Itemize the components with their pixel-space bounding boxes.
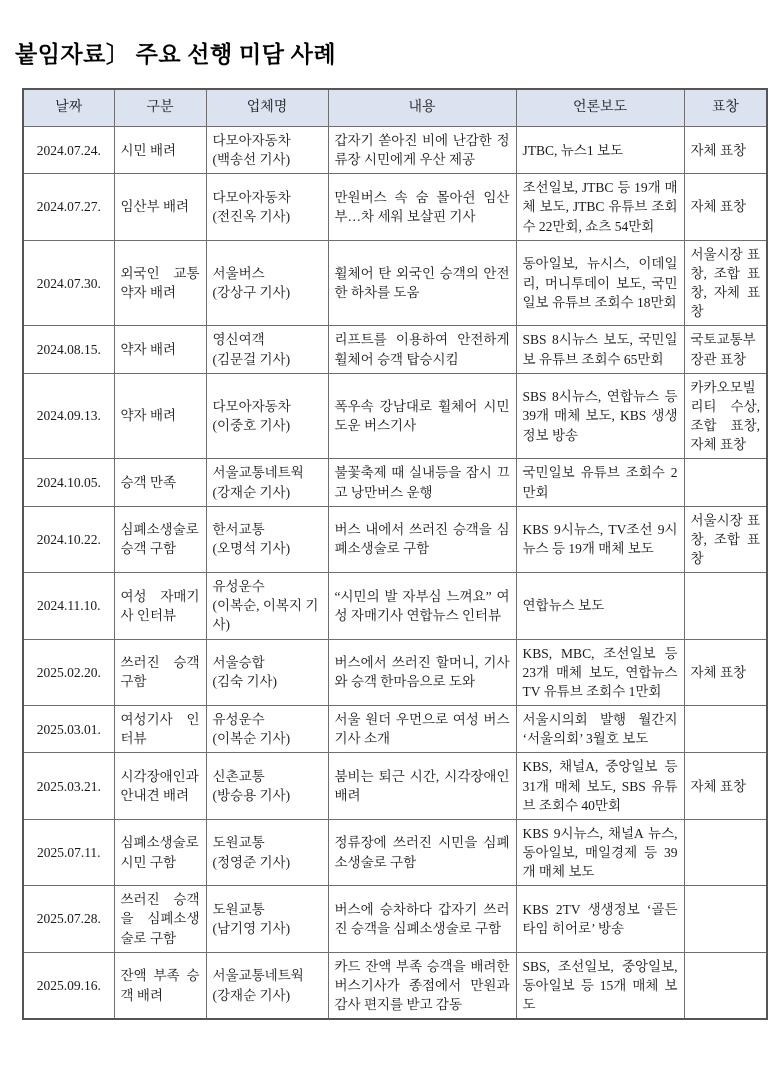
cell-date: 2024.10.22.	[23, 506, 114, 572]
cell-date: 2025.09.16.	[23, 952, 114, 1019]
driver-name: (정영준 기사)	[212, 854, 291, 870]
cell-company	[206, 753, 328, 819]
good-deed-cases-table	[22, 88, 768, 1020]
cell-award: 국토교통부 장관 표창	[684, 326, 767, 373]
cell-category: 여성 자매기사 인터뷰	[114, 573, 206, 639]
company-name: 서울승합	[212, 655, 265, 671]
cell-content: 버스에서 쓰러진 할머니, 기사와 승객 한마음으로 도와	[328, 639, 516, 705]
company-name: 서울교통네트웍	[212, 968, 304, 984]
cell-date: 2024.11.10.	[23, 573, 114, 639]
header-date: 날짜	[23, 89, 114, 127]
header-category: 구분	[114, 89, 206, 127]
cell-media: KBS 9시뉴스, 채널A 뉴스, 동아일보, 매일경제 등 39개 매체 보도	[516, 819, 684, 885]
company-name: 서울교통네트웍	[212, 465, 304, 481]
cell-media: 서울시의회 발행 월간지 ‘서울의회’ 3월호 보도	[516, 706, 684, 753]
driver-name: (이복순, 이복지 기사)	[212, 598, 319, 633]
cell-category: 약자 배려	[114, 373, 206, 459]
table-header	[23, 89, 767, 127]
cell-award: 카카오모빌리티 수상, 조합 표창, 자체 표창	[684, 373, 767, 459]
table-row	[23, 240, 767, 326]
header-row	[23, 89, 767, 127]
cell-award	[684, 886, 767, 952]
cell-media: SBS 8시뉴스, 연합뉴스 등 39개 매체 보도, KBS 생생정보 방송	[516, 373, 684, 459]
driver-name: (전진옥 기사)	[212, 209, 291, 225]
table-body	[23, 127, 767, 1020]
header-content: 내용	[328, 89, 516, 127]
driver-name: (이중호 기사)	[212, 418, 291, 434]
cell-media: SBS 8시뉴스 보도, 국민일보 유튜브 조회수 65만회	[516, 326, 684, 373]
driver-name: (김숙 기사)	[212, 674, 278, 690]
cell-date: 2024.10.05.	[23, 459, 114, 506]
table-row	[23, 706, 767, 753]
cell-date: 2024.07.27.	[23, 174, 114, 240]
cell-content: 갑자기 쏟아진 비에 난감한 정류장 시민에게 우산 제공	[328, 127, 516, 174]
table-row	[23, 506, 767, 572]
cell-content: 서울 원더 우먼으로 여성 버스기사 소개	[328, 706, 516, 753]
cell-category: 여성기사 인터뷰	[114, 706, 206, 753]
cell-date: 2024.08.15.	[23, 326, 114, 373]
table-row	[23, 886, 767, 952]
cell-award	[684, 952, 767, 1019]
cell-company	[206, 240, 328, 326]
table-row	[23, 819, 767, 885]
cell-award	[684, 573, 767, 639]
cell-media: JTBC, 뉴스1 보도	[516, 127, 684, 174]
cell-company	[206, 326, 328, 373]
cell-date: 2025.03.21.	[23, 753, 114, 819]
cell-content: 불꽃축제 때 실내등을 잠시 끄고 낭만버스 운행	[328, 459, 516, 506]
cell-media: KBS, MBC, 조선일보 등 23개 매체 보도, 연합뉴스TV 유튜브 조회수 1만회	[516, 639, 684, 705]
company-name: 다모아자동차	[212, 398, 291, 414]
cell-content: 폭우속 강남대로 휠체어 시민 도운 버스기사	[328, 373, 516, 459]
cell-category: 약자 배려	[114, 326, 206, 373]
cell-date: 2025.07.11.	[23, 819, 114, 885]
cell-media: SBS, 조선일보, 중앙일보, 동아일보 등 15개 매체 보도	[516, 952, 684, 1019]
header-company: 업체명	[206, 89, 328, 127]
cell-category: 심폐소생술로 시민 구함	[114, 819, 206, 885]
cell-content: 정류장에 쓰러진 시민을 심폐소생술로 구함	[328, 819, 516, 885]
page-title: 붙임자료〕 주요 선행 미담 사례	[15, 42, 337, 67]
driver-name: (남기영 기사)	[212, 921, 291, 937]
cell-category: 심폐소생술로 승객 구함	[114, 506, 206, 572]
table-row	[23, 326, 767, 373]
cell-category: 쓰러진 승객 구함	[114, 639, 206, 705]
cell-category: 잔액 부족 승객 배려	[114, 952, 206, 1019]
cell-company	[206, 573, 328, 639]
company-name: 서울버스	[212, 265, 265, 281]
header-award: 표창	[684, 89, 767, 127]
cell-media: 동아일보, 뉴시스, 이데일리, 머니투데이 보도, 국민일보 유튜브 조회수 18만회	[516, 240, 684, 326]
cell-content: 버스 내에서 쓰러진 승객을 심폐소생술로 구함	[328, 506, 516, 572]
cell-date: 2025.02.20.	[23, 639, 114, 705]
cell-content: “시민의 발 자부심 느껴요” 여성 자매기사 연합뉴스 인터뷰	[328, 573, 516, 639]
table-row	[23, 174, 767, 240]
cell-media: KBS 9시뉴스, TV조선 9시뉴스 등 19개 매체 보도	[516, 506, 684, 572]
cell-award: 자체 표창	[684, 174, 767, 240]
cell-media: 조선일보, JTBC 등 19개 매체 보도, JTBC 유튜브 조회수 22만회, 쇼츠 54만회	[516, 174, 684, 240]
cell-company	[206, 639, 328, 705]
driver-name: (방승용 기사)	[212, 788, 291, 804]
company-name: 영신여객	[212, 332, 265, 348]
driver-name: (강재순 기사)	[212, 484, 291, 500]
cell-content: 버스에 승차하다 갑자기 쓰러진 승객을 심폐소생술로 구함	[328, 886, 516, 952]
table-row	[23, 459, 767, 506]
table-row	[23, 952, 767, 1019]
cell-content: 휠체어 탄 외국인 승객의 안전한 하차를 도움	[328, 240, 516, 326]
cell-date: 2025.03.01.	[23, 706, 114, 753]
cell-company	[206, 886, 328, 952]
company-name: 다모아자동차	[212, 189, 291, 205]
header-media: 언론보도	[516, 89, 684, 127]
cell-award: 자체 표창	[684, 753, 767, 819]
company-name: 한서교통	[212, 522, 265, 538]
cell-award	[684, 706, 767, 753]
cell-award: 서울시장 표창, 조합 표창, 자체 표창	[684, 240, 767, 326]
cell-date: 2024.09.13.	[23, 373, 114, 459]
table-row	[23, 753, 767, 819]
cell-content: 카드 잔액 부족 승객을 배려한 버스기사가 종점에서 만원과 감사 편지를 받고 감동	[328, 952, 516, 1019]
cell-media: 연합뉴스 보도	[516, 573, 684, 639]
cell-date: 2024.07.24.	[23, 127, 114, 174]
table-row	[23, 373, 767, 459]
company-name: 도원교통	[212, 835, 265, 851]
cell-company	[206, 952, 328, 1019]
cell-category: 시각장애인과 안내견 배려	[114, 753, 206, 819]
cell-media: KBS 2TV 생생정보 ‘골든타임 히어로’ 방송	[516, 886, 684, 952]
driver-name: (강상구 기사)	[212, 285, 291, 301]
company-name: 유성운수	[212, 712, 265, 728]
cell-company	[206, 819, 328, 885]
driver-name: (이복순 기사)	[212, 731, 291, 747]
cell-category: 쓰러진 승객을 심폐소생술로 구함	[114, 886, 206, 952]
cell-company	[206, 373, 328, 459]
cell-category: 승객 만족	[114, 459, 206, 506]
cell-award: 자체 표창	[684, 639, 767, 705]
cell-category: 외국인 교통 약자 배려	[114, 240, 206, 326]
cell-media: KBS, 채널A, 중앙일보 등 31개 매체 보도, SBS 유튜브 조회수 40만회	[516, 753, 684, 819]
company-name: 도원교통	[212, 901, 265, 917]
company-name: 유성운수	[212, 579, 265, 595]
cell-company	[206, 127, 328, 174]
driver-name: (김문걸 기사)	[212, 351, 291, 367]
table-row	[23, 639, 767, 705]
cell-date: 2025.07.28.	[23, 886, 114, 952]
cell-category: 시민 배려	[114, 127, 206, 174]
company-name: 다모아자동차	[212, 133, 291, 148]
cell-award	[684, 819, 767, 885]
table-row	[23, 573, 767, 639]
driver-name: (오명석 기사)	[212, 541, 291, 557]
cell-company	[206, 506, 328, 572]
cell-date: 2024.07.30.	[23, 240, 114, 326]
table-row	[23, 127, 767, 174]
cell-award: 자체 표창	[684, 127, 767, 174]
cell-content: 리프트를 이용하여 안전하게 휠체어 승객 탑승시킴	[328, 326, 516, 373]
company-name: 신촌교통	[212, 768, 265, 784]
cell-award	[684, 459, 767, 506]
driver-name: (강재순 기사)	[212, 987, 291, 1003]
cell-company	[206, 174, 328, 240]
cell-company	[206, 459, 328, 506]
cell-content: 붐비는 퇴근 시간, 시각장애인 배려	[328, 753, 516, 819]
cell-company	[206, 706, 328, 753]
cell-award: 서울시장 표창, 조합 표창	[684, 506, 767, 572]
cell-content: 만원버스 속 숨 몰아쉰 임산부…차 세워 보살핀 기사	[328, 174, 516, 240]
cell-media: 국민일보 유튜브 조회수 2만회	[516, 459, 684, 506]
cell-category: 임산부 배려	[114, 174, 206, 240]
driver-name: (백송선 기사)	[212, 152, 291, 168]
